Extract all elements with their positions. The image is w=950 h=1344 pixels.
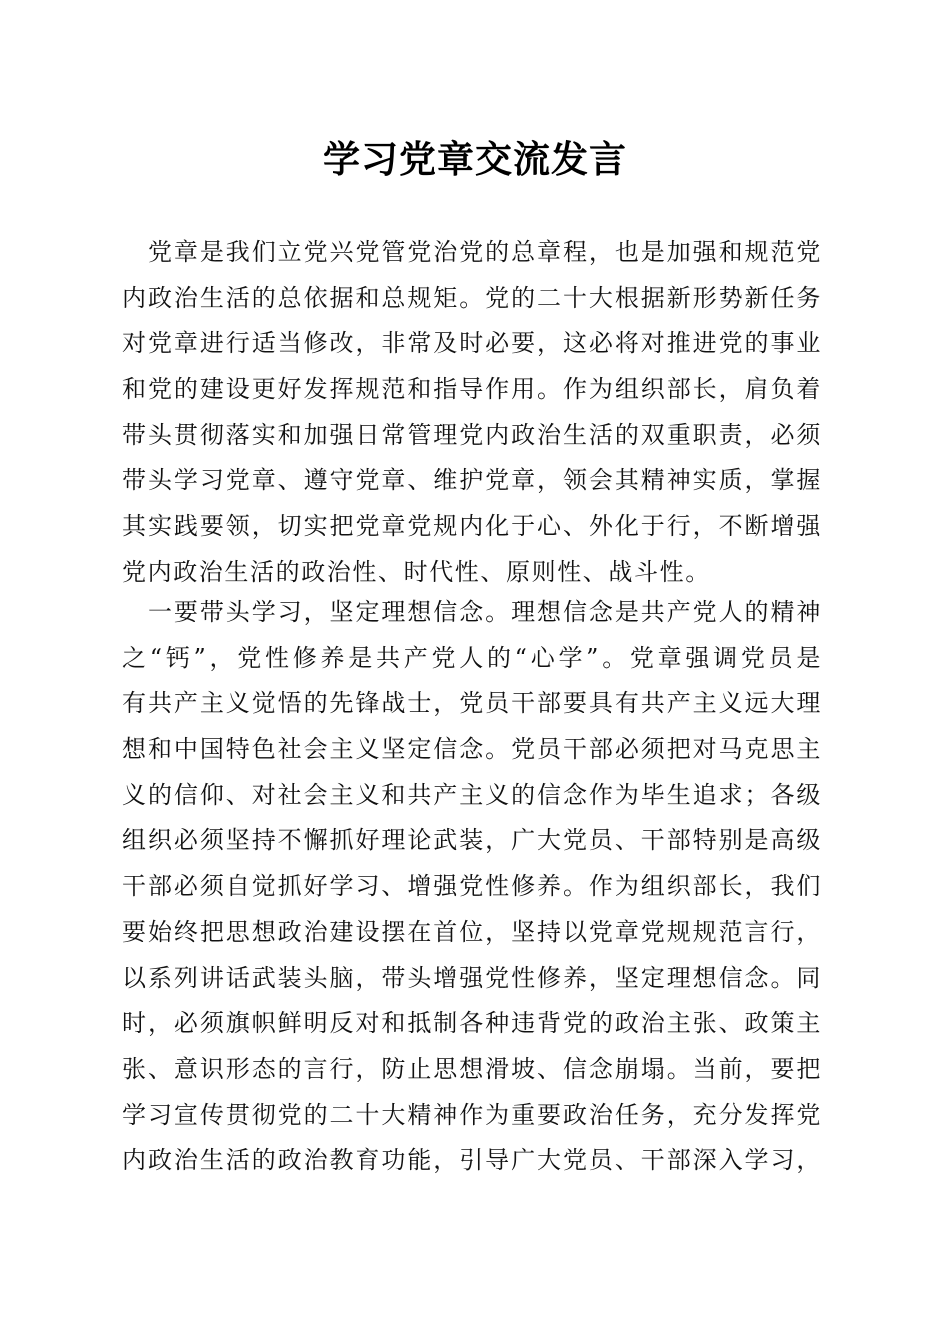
text-line: 带头贯彻落实和加强日常管理党内政治生活的双重职责，必须 [122, 420, 822, 449]
text-line: 以系列讲话武装头脑，带头增强党性修养，坚定理想信念。同 [122, 963, 822, 992]
text-line: 时，必须旗帜鲜明反对和抵制各种违背党的政治主张、政策主 [122, 1009, 822, 1038]
text-line: 内政治生活的政治教育功能，引导广大党员、干部深入学习， [122, 1146, 822, 1175]
text-line: 组织必须坚持不懈抓好理论武装，广大党员、干部特别是高级 [122, 826, 822, 855]
text-line: 张、意识形态的言行，防止思想滑坡、信念崩塌。当前，要把 [122, 1054, 822, 1083]
text-line: 和党的建设更好发挥规范和指导作用。作为组织部长，肩负着 [122, 375, 822, 404]
text-line: 想和中国特色社会主义坚定信念。党员干部必须把对马克思主 [122, 735, 822, 764]
paragraph-2 [122, 590, 822, 1184]
paragraph-1 [122, 230, 822, 596]
text-line: 有共产主义觉悟的先锋战士，党员干部要具有共产主义远大理 [122, 689, 822, 718]
text-line: 干部必须自觉抓好学习、增强党性修养。作为组织部长，我们 [122, 872, 822, 901]
document-title: 学习党章交流发言 [323, 137, 627, 181]
text-line: 一要带头学习，坚定理想信念。理想信念是共产党人的精神 [122, 598, 822, 626]
text-line: 带头学习党章、遵守党章、维护党章，领会其精神实质，掌握 [122, 466, 822, 495]
text-line: 对党章进行适当修改，非常及时必要，这必将对推进党的事业 [122, 329, 822, 358]
text-line: 要始终把思想政治建设摆在首位，坚持以党章党规规范言行， [122, 917, 822, 946]
text-line: 学习宣传贯彻党的二十大精神作为重要政治任务，充分发挥党 [122, 1100, 822, 1129]
text-line: 党内政治生活的政治性、时代性、原则性、战斗性。 [122, 557, 711, 586]
text-line: 其实践要领，切实把党章党规内化于心、外化于行，不断增强 [122, 512, 822, 541]
text-line: 内政治生活的总依据和总规矩。党的二十大根据新形势新任务 [122, 283, 822, 312]
text-line: 党章是我们立党兴党管党治党的总章程，也是加强和规范党 [122, 238, 822, 266]
text-line: 义的信仰、对社会主义和共产主义的信念作为毕生追求；各级 [122, 780, 822, 809]
text-line: 之“钙”，党性修养是共产党人的“心学”。党章强调党员是 [122, 643, 822, 672]
